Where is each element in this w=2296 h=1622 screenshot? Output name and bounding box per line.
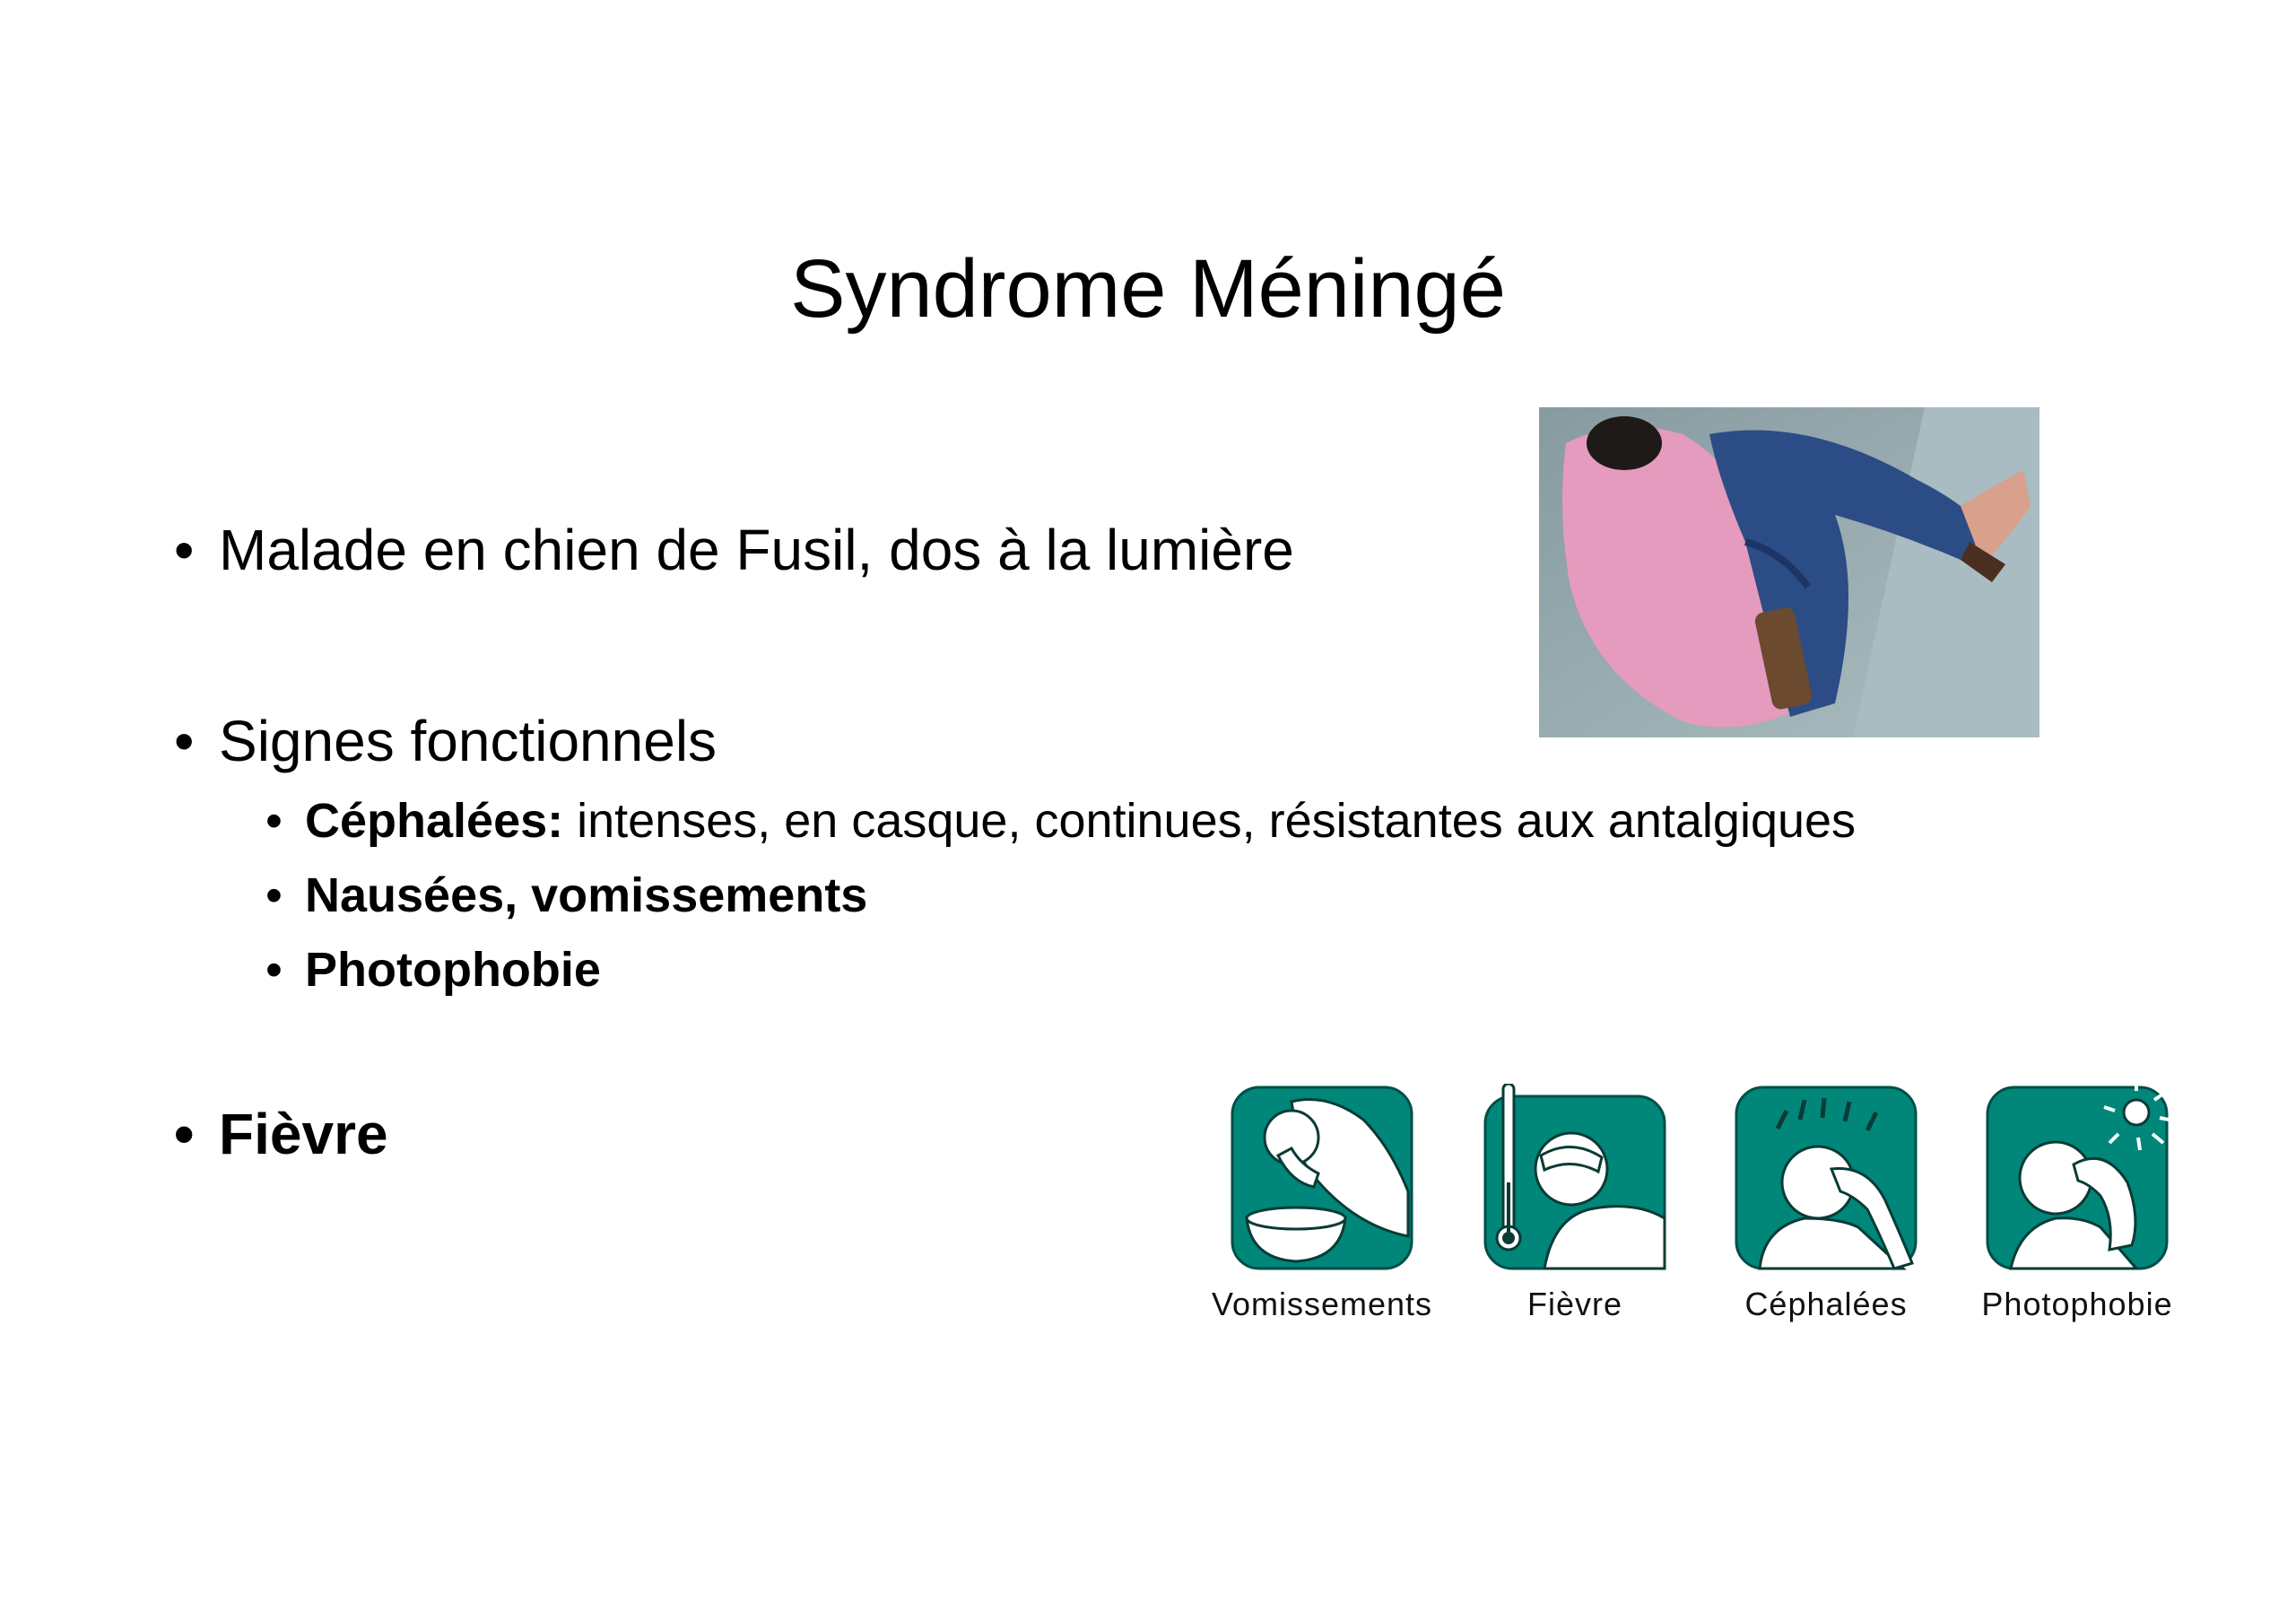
bullet-text: Fièvre	[219, 1102, 388, 1166]
sub-bullet-bold: Céphalées:	[305, 794, 564, 848]
bullet-text: Signes fonctionnels	[219, 709, 718, 773]
symptom-label: Céphalées	[1744, 1286, 1908, 1322]
patient-photo-drawing	[1539, 407, 2039, 737]
bullet-fetal-position	[176, 514, 1294, 586]
symptom-label: Vomissements	[1211, 1286, 1433, 1322]
symptom-label: Photophobie	[1981, 1286, 2173, 1322]
symptom-label: Fièvre	[1526, 1286, 1623, 1322]
sub-bullet-nausea	[265, 864, 867, 927]
photophobia-icon	[1984, 1084, 2170, 1272]
headache-icon	[1733, 1084, 1919, 1272]
sub-bullet-headache	[265, 789, 1856, 852]
vomiting-icon	[1229, 1084, 1415, 1272]
bullet-functional-signs	[176, 705, 717, 777]
sub-bullet-bold: Nausées, vomissements	[305, 868, 868, 922]
fever-thermometer-icon	[1482, 1084, 1668, 1272]
sub-bullet-text: intenses, en casque, continues, résistantes aux antalgiques	[563, 794, 1857, 848]
bullet-text: Malade en chien de Fusil, dos à la lumière	[219, 518, 1294, 582]
sub-bullet-bold: Photophobie	[305, 943, 601, 997]
patient-fetal-position-photo	[1539, 407, 2039, 737]
slide-title: Syndrome Méningé	[790, 243, 1506, 335]
symptom-icons-row	[1211, 1084, 2179, 1344]
symptom-card-vomiting	[1211, 1084, 1433, 1322]
symptom-card-photophobia	[1981, 1084, 2173, 1322]
symptom-card-fever	[1482, 1084, 1668, 1322]
bullet-fever	[176, 1098, 388, 1170]
sub-bullet-photophobia	[265, 938, 601, 1001]
symptom-card-headache	[1733, 1084, 1919, 1322]
